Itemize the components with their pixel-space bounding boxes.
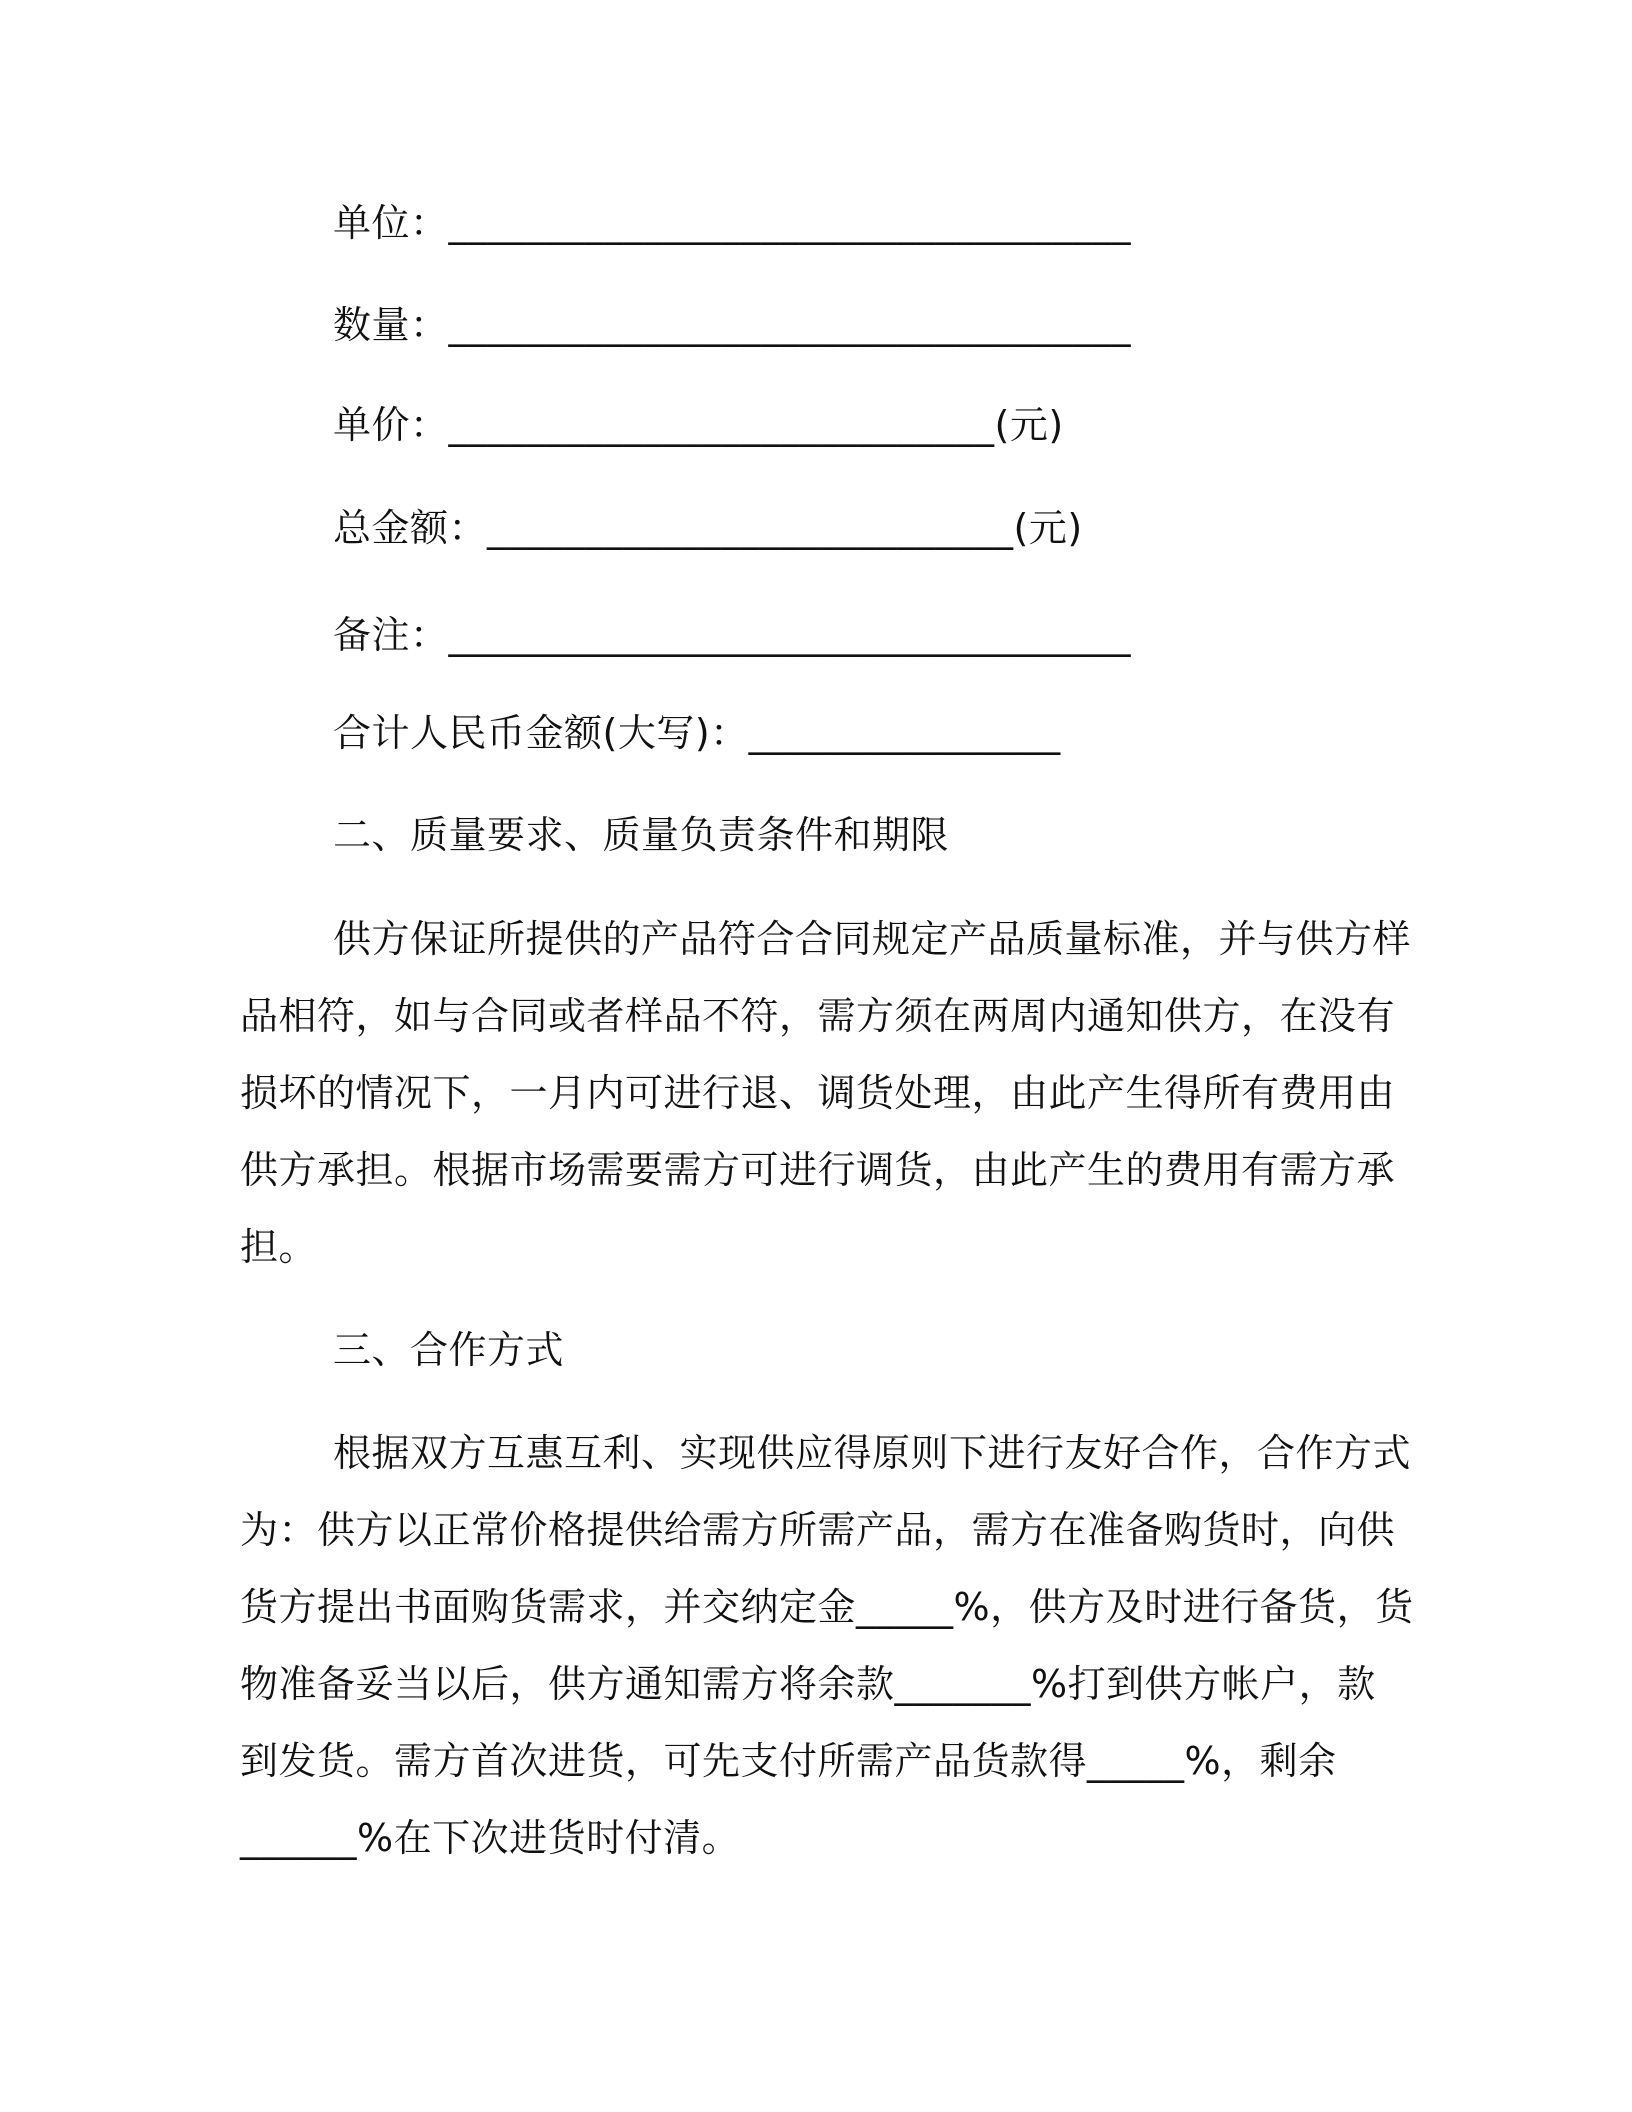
total-rmb-uppercase-field: 合计人民币金额(大写)：________________ (333, 711, 1061, 755)
section-3-line: 为：供方以正常价格提供给需方所需产品，需方在准备购货时，向供 (240, 1508, 1396, 1552)
total-amount-field: 总金额：___________________________(元) (333, 506, 1083, 550)
section-2-heading: 二、质量要求、质量负责条件和期限 (333, 813, 950, 857)
section-2-line: 品相符，如与合同或者样品不符，需方须在两周内通知供方，在没有 (240, 994, 1396, 1038)
unit-price-field: 单价：____________________________(元) (333, 403, 1064, 447)
section-3-line: 到发货。需方首次进货，可先支付所需产品货款得_____%，剩余 (240, 1739, 1337, 1783)
section-3-line: ______%在下次进货时付清。 (240, 1816, 741, 1860)
section-2-line: 供方保证所提供的产品符合合同规定产品质量标准，并与供方样 (333, 917, 1412, 961)
section-3-heading: 三、合作方式 (333, 1328, 565, 1372)
section-2-line: 损坏的情况下，一月内可进行退、调货处理，由此产生得所有费用由 (240, 1071, 1396, 1115)
section-2-line: 担。 (240, 1225, 318, 1269)
section-3-line: 根据双方互惠互利、实现供应得原则下进行友好合作，合作方式 (333, 1431, 1412, 1475)
remarks-field: 备注：___________________________________ (333, 613, 1132, 657)
section-2-line: 供方承担。根据市场需要需方可进行调货，由此产生的费用有需方承 (240, 1148, 1396, 1192)
unit-field: 单位：___________________________________ (333, 201, 1132, 245)
quantity-field: 数量：___________________________________ (333, 303, 1132, 347)
section-3-line: 物准备妥当以后，供方通知需方将余款_______%打到供方帐户，款 (240, 1662, 1376, 1706)
section-3-line: 货方提出书面购货需求，并交纳定金_____%，供方及时进行备货，货 (240, 1585, 1414, 1629)
